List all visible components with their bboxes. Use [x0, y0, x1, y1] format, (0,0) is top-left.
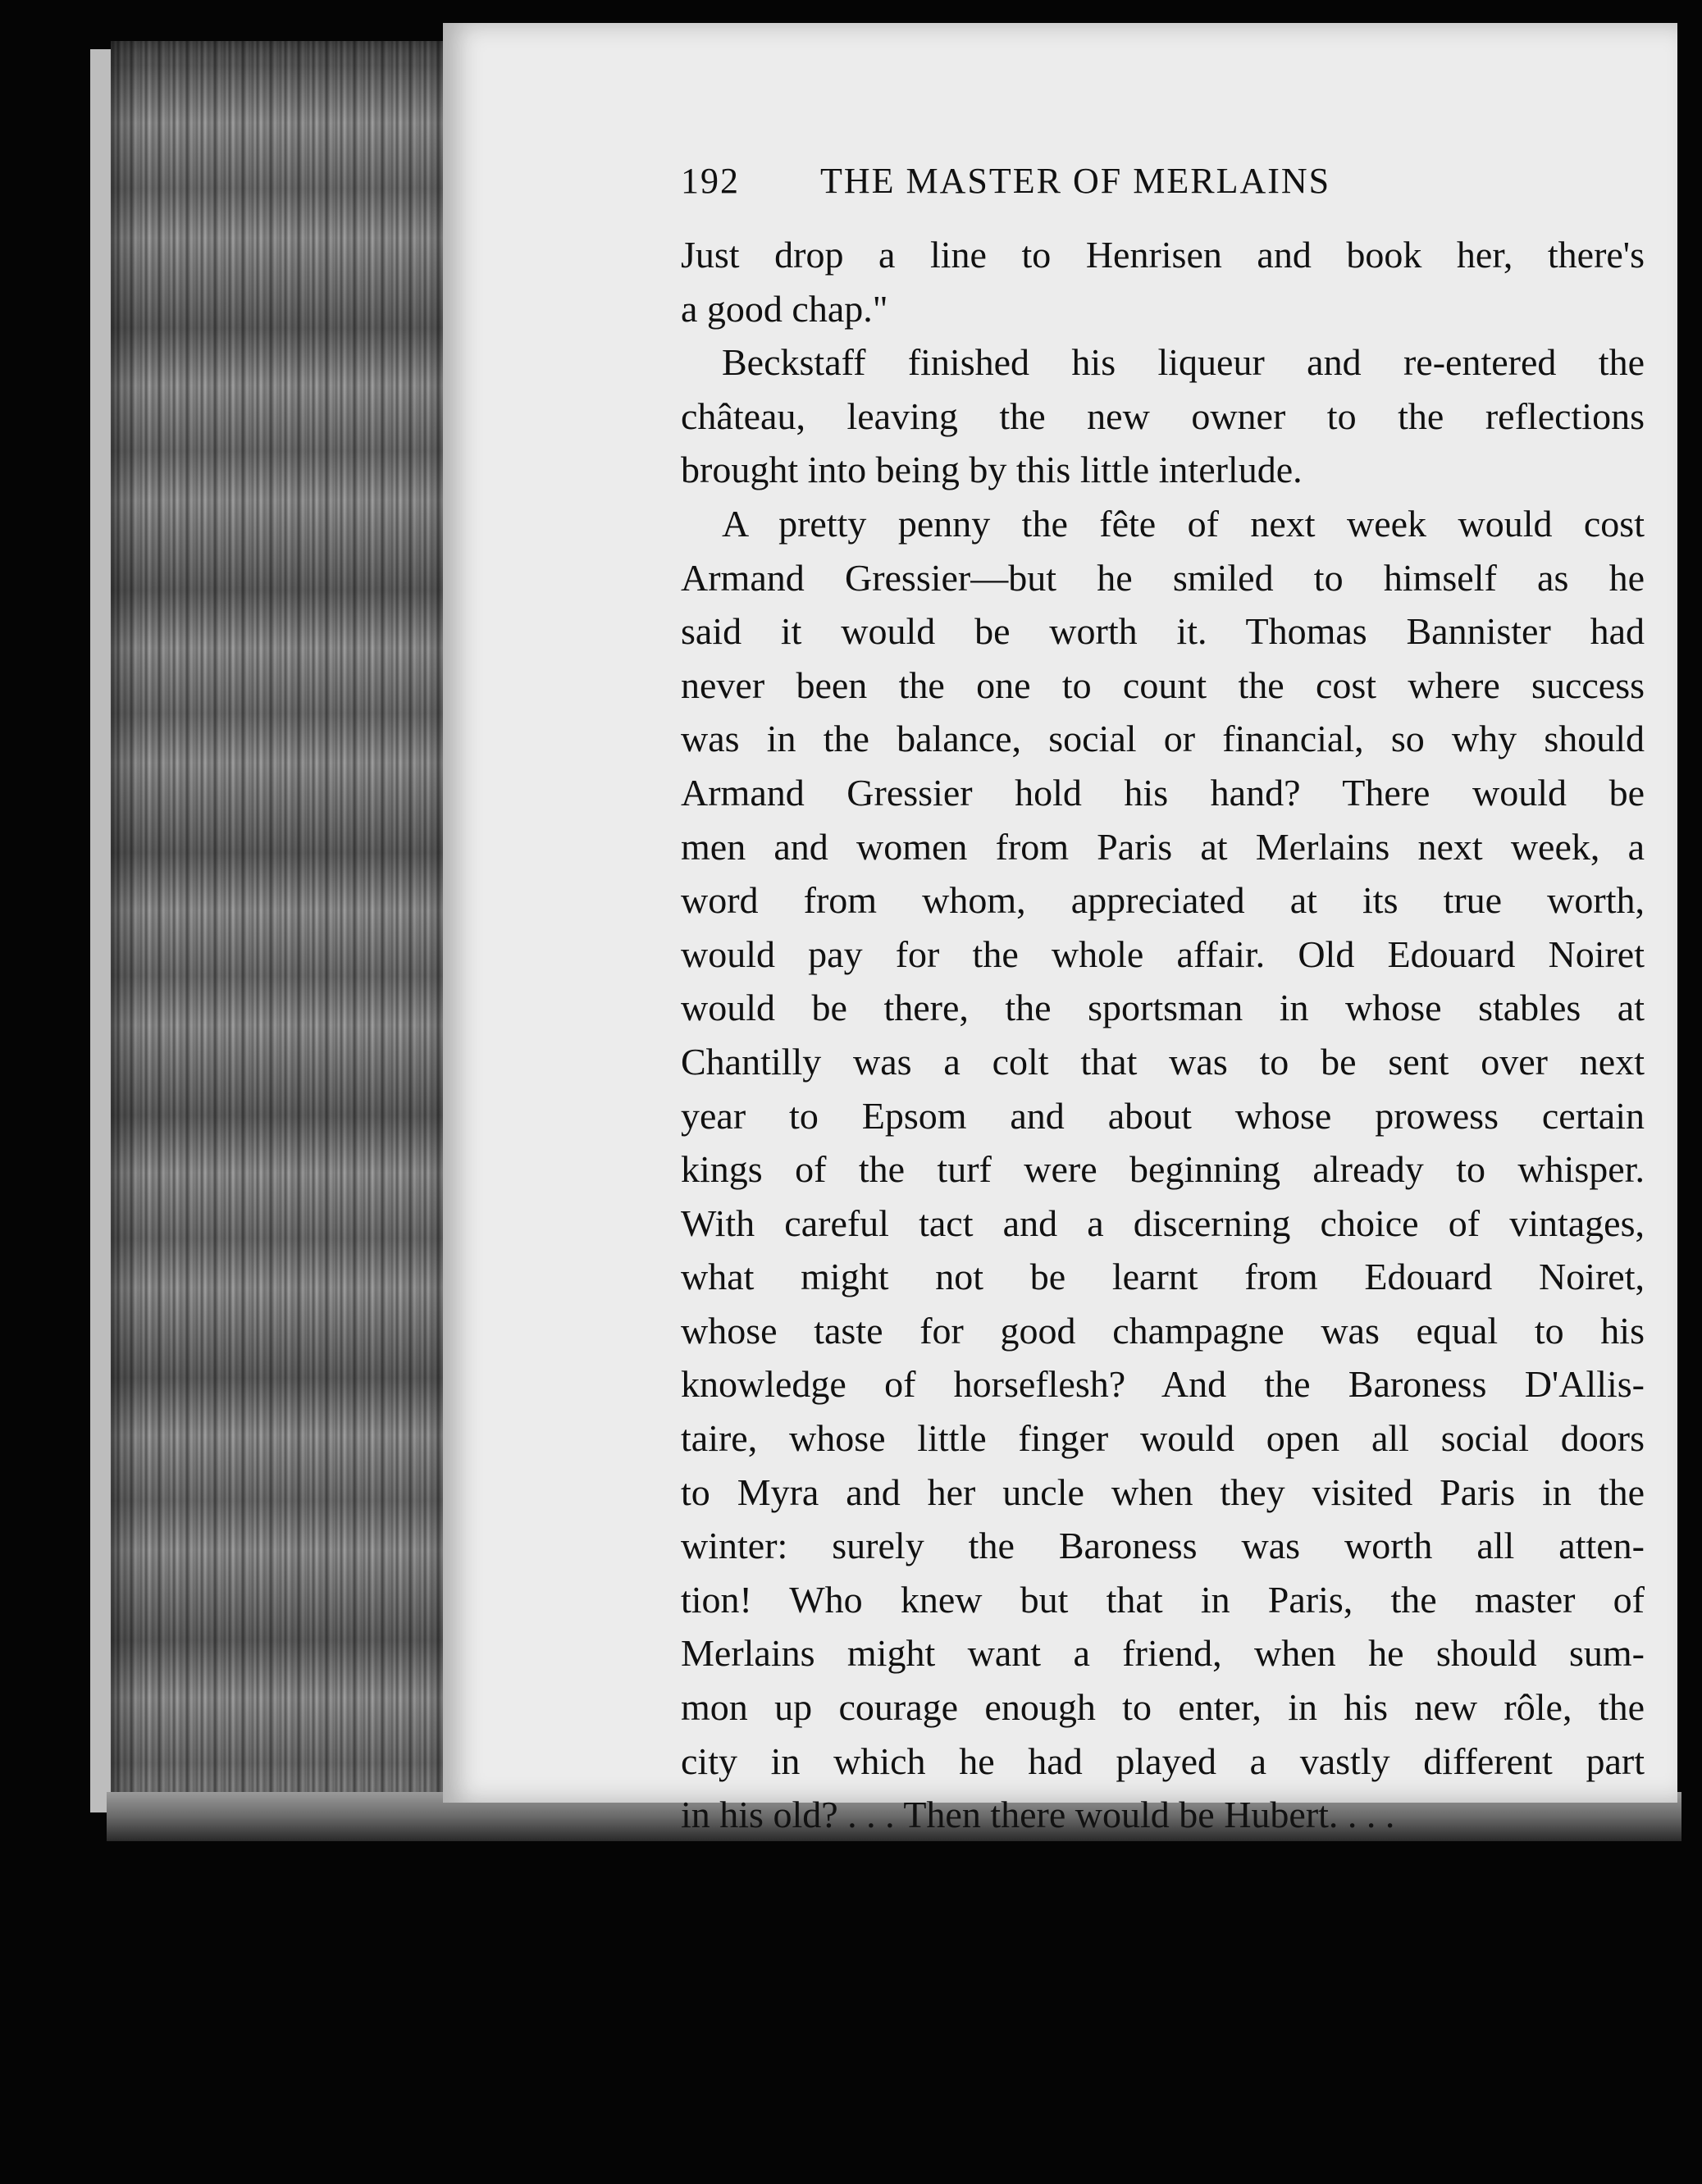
- text-line: Just drop a line to Henrisen and book her, there's: [681, 234, 1645, 276]
- text-line: taire, whose little finger would open all social doors: [681, 1417, 1645, 1460]
- text-line: Merlains might want a friend, when he should sum-: [681, 1632, 1645, 1675]
- text-line: Chantilly was a colt that was to be sent over next: [681, 1040, 1645, 1083]
- text-line: château, leaving the new owner to the reflections: [681, 394, 1645, 437]
- book-title: THE MASTER OF MERLAINS: [820, 161, 1331, 201]
- page-edges-stack: [111, 41, 455, 1812]
- text-line: mon up courage enough to enter, in his new rôle, the: [681, 1686, 1645, 1729]
- text-line: A pretty penny the fête of next week would cost: [722, 502, 1645, 545]
- text-line: knowledge of horseflesh? And the Baroness D'Allis-: [681, 1363, 1645, 1406]
- text-line: Armand Gressier hold his hand? There would be: [681, 771, 1645, 814]
- text-line: winter: surely the Baroness was worth all atten-: [681, 1525, 1645, 1567]
- paragraph: [681, 228, 1645, 335]
- text-line: men and women from Paris at Merlains next week, a: [681, 825, 1645, 868]
- text-line: was in the balance, social or financial, so why should: [681, 718, 1645, 760]
- text-line: said it would be worth it. Thomas Bannister had: [681, 610, 1645, 653]
- text-line: city in which he had played a vastly different part: [681, 1739, 1645, 1782]
- text-line: would be there, the sportsman in whose stables at: [681, 987, 1645, 1029]
- text-line: year to Epsom and about whose prowess certain: [681, 1094, 1645, 1137]
- body-text: [681, 228, 1645, 1842]
- running-head: [681, 154, 1645, 228]
- text-line: With careful tact and a discerning choice of vintages,: [681, 1201, 1645, 1244]
- text-line: tion! Who knew but that in Paris, the master of: [681, 1578, 1645, 1621]
- text-line: kings of the turf were beginning already to whisper.: [681, 1148, 1645, 1191]
- text-line: would pay for the whole affair. Old Edouard Noiret: [681, 932, 1645, 975]
- text-line: Armand Gressier—but he smiled to himself as he: [681, 556, 1645, 599]
- text-line: Beckstaff finished his liqueur and re-entered the: [722, 341, 1645, 384]
- text-line: never been the one to count the cost where success: [681, 663, 1645, 706]
- text-line: to Myra and her uncle when they visited Paris in the: [681, 1470, 1645, 1513]
- page-number: 192: [681, 161, 740, 201]
- text-line: in his old? . . . Then there would be Hubert. . . .: [681, 1794, 1395, 1836]
- text-line: brought into being by this little interlude.: [681, 449, 1303, 491]
- text-line: a good chap.": [681, 287, 888, 330]
- text-block: [681, 154, 1645, 1842]
- text-line: what might not be learnt from Edouard Noiret,: [681, 1256, 1645, 1298]
- text-line: word from whom, appreciated at its true worth,: [681, 879, 1645, 922]
- printed-page: [443, 23, 1677, 1836]
- paragraph: [681, 335, 1645, 497]
- paragraph: [681, 497, 1645, 1842]
- text-line: whose taste for good champagne was equal to his: [681, 1309, 1645, 1352]
